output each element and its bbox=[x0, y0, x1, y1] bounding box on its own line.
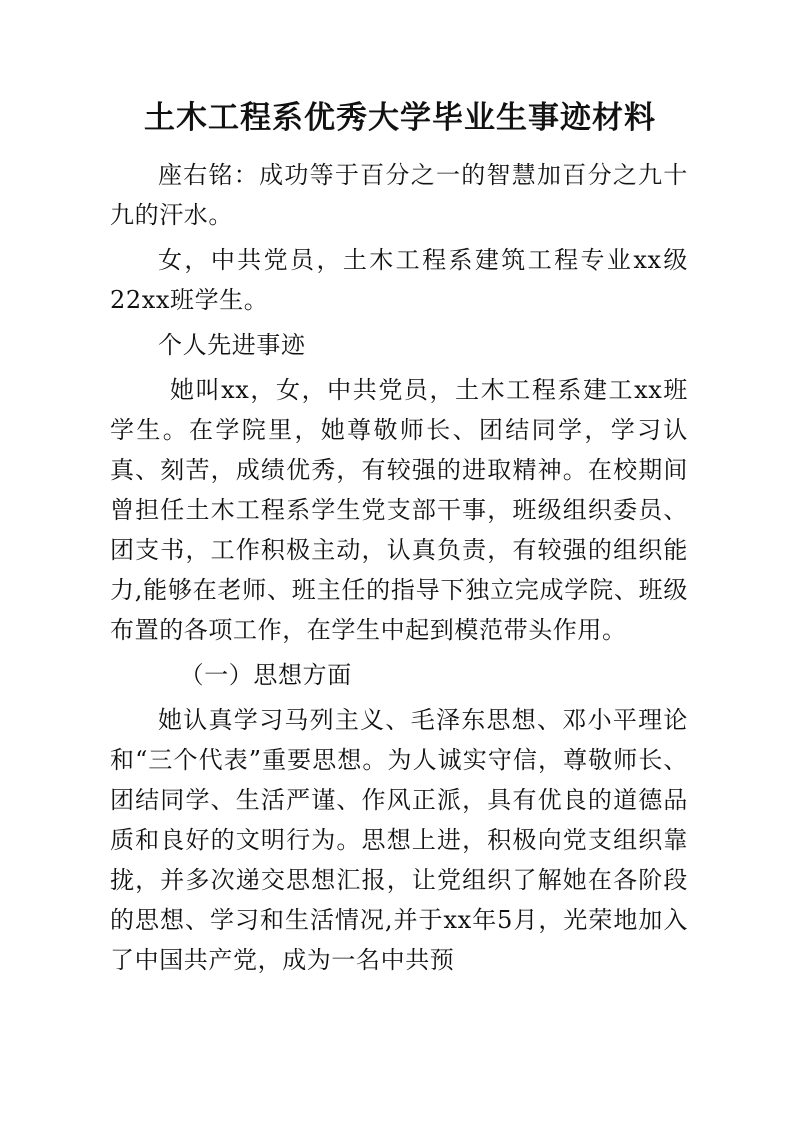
thought-paragraph: 她认真学习马列主义、毛泽东思想、邓小平理论和“三个代表”重要思想。为人诚实守信，尊敬师长、团结同学、生活严谨、作风正派，具有优良的道德品质和良好的文明行为。思想上进，积极向党支组织靠拢，并多次递交思想汇报，让党组织了解她在各阶段的思想、学习和生活情况,并于xx年5月，光荣地加入了中国共产党，成为一名中共预 bbox=[110, 706, 688, 974]
deeds-paragraph: 她叫xx，女，中共党员，土木工程系建工xx班学生。在学院里，她尊敬师长、团结同学，学习认真、刻苦，成绩优秀，有较强的进取精神。在校期间曾担任土木工程系学生党支部干事，班级组织委员、团支书，工作积极主动，认真负责，有较强的组织能力,能够在老师、班主任的指导下独立完成学院、班级布置的各项工作，在学生中起到模范带头作用。 bbox=[110, 376, 688, 644]
document-body bbox=[110, 155, 688, 980]
section-heading-thought: （一）思想方面 bbox=[179, 661, 352, 689]
motto-paragraph: 座右铭：成功等于百分之一的智慧加百分之九十九的汗水。 bbox=[110, 161, 688, 229]
document-title: 土木工程系优秀大学毕业生事迹材料 bbox=[144, 100, 656, 136]
profile-paragraph: 女，中共党员，土木工程系建筑工程专业xx级22xx班学生。 bbox=[110, 246, 688, 314]
section-heading-deeds: 个人先进事迹 bbox=[158, 331, 306, 359]
